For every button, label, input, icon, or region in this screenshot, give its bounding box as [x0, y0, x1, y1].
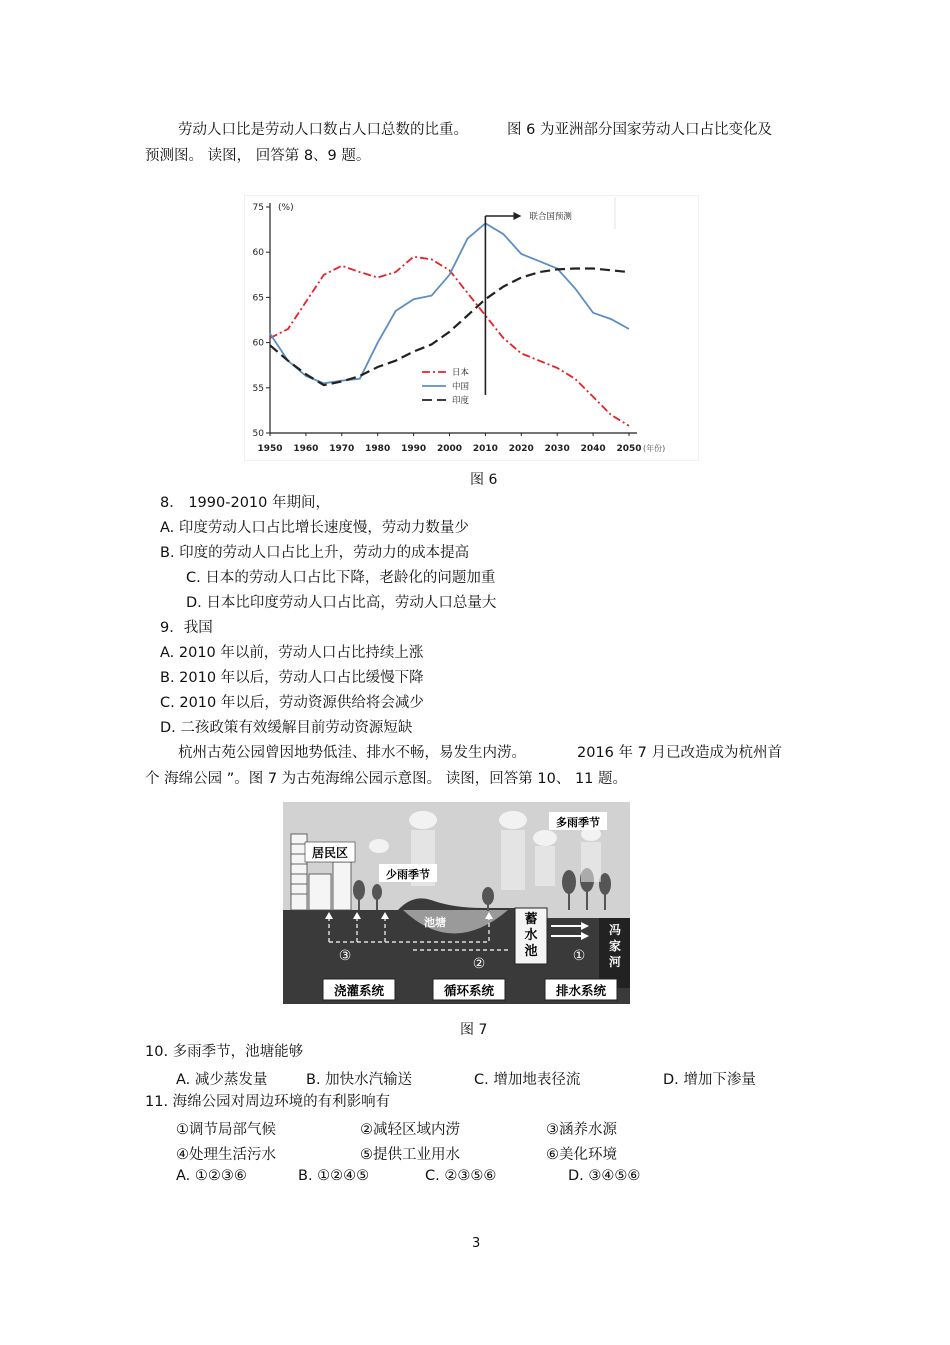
intro1-line1b: 图 6 为亚洲部分国家劳动人口占比变化及	[507, 122, 772, 138]
figure-6-line-chart	[244, 195, 699, 461]
q11-stem: 11. 海绵公园对周边环境的有利影响有	[145, 1094, 391, 1110]
intro1-line1a: 劳动人口比是劳动人口数占人口总数的比重。	[178, 122, 468, 138]
x-tick-label: 2040	[580, 444, 606, 454]
drainage-system-label: 排水系统	[555, 983, 607, 998]
x-tick-label: 1980	[365, 444, 391, 454]
x-tick-label: 1950	[257, 444, 283, 454]
q10-option-b[interactable]: B. 加快水汽输送	[306, 1072, 413, 1088]
x-tick-label: 2000	[436, 444, 463, 454]
q8-option-b[interactable]: B. 印度的劳动人口占比上升，劳动力的成本提高	[160, 545, 470, 561]
circulation-system-label: 循环系统	[443, 983, 495, 998]
y-axis-label: (%)	[278, 203, 294, 213]
intro2-line1a: 杭州古苑公园曾因地势低洼、排水不畅，易发生内涝。	[178, 745, 526, 761]
q11-option-a[interactable]: A. ①②③⑥	[176, 1168, 247, 1184]
q10-option-a[interactable]: A. 减少蒸发量	[176, 1072, 268, 1088]
q11-item-2: ②减轻区域内涝	[360, 1122, 460, 1138]
irrigation-system-label: 浇灌系统	[333, 983, 385, 998]
x-tick-label: 1990	[401, 444, 427, 454]
intro2-line2: 个 海绵公园 ”。图 7 为古苑海绵公园示意图。 读图，回答第 10、 11 题。	[145, 771, 628, 787]
q9-option-d[interactable]: D. 二孩政策有效缓解目前劳动资源短缺	[160, 720, 413, 736]
more-rain-label: 多雨季节	[556, 816, 600, 829]
q11-option-c[interactable]: C. ②③⑤⑥	[425, 1168, 497, 1184]
residential-label: 居民区	[311, 846, 349, 860]
river-label-1: 冯	[608, 923, 622, 937]
figure-6-caption: 图 6	[470, 472, 498, 488]
reservoir-label-2: 水	[524, 928, 538, 943]
q9-stem: 9．我国	[160, 620, 213, 636]
y-tick-label: 50	[252, 429, 264, 439]
q9-option-b[interactable]: B. 2010 年以后，劳动人口占比缓慢下降	[160, 670, 424, 686]
q11-option-d[interactable]: D. ③④⑤⑥	[568, 1168, 641, 1184]
legend-label-2: 印度	[452, 396, 470, 406]
river-label-3: 河	[608, 955, 622, 969]
intro2-line1b: 2016 年 7 月已改造成为杭州首	[577, 745, 782, 761]
q8-stem: 8． 1990-2010 年期间，	[160, 495, 330, 511]
x-tick-label: 2020	[508, 444, 534, 454]
q11-item-5: ⑤提供工业用水	[360, 1147, 460, 1163]
intro1-line2: 预测图。 读图， 回答第 8、9 题。	[145, 148, 371, 164]
page-number: 3	[472, 1236, 481, 1251]
reservoir-label-1: 蓄	[524, 912, 538, 927]
q11-item-3: ③涵养水源	[546, 1122, 617, 1138]
q11-item-6: ⑥美化环境	[546, 1147, 617, 1163]
figure-7-sponge-park-diagram	[283, 802, 630, 1004]
x-tick-label: 1970	[329, 444, 355, 454]
projection-annotation-label: 联合国预测	[529, 212, 572, 222]
legend-label-1: 中国	[452, 382, 470, 392]
y-tick-label: 65	[252, 293, 264, 304]
x-axis-label: (年份)	[643, 444, 666, 453]
y-tick-label: 60	[252, 248, 264, 259]
q11-option-b[interactable]: B. ①②④⑤	[298, 1168, 370, 1184]
label-2: ②	[472, 956, 486, 972]
pond-label: 池塘	[424, 916, 446, 929]
y-tick-label: 55	[252, 383, 264, 394]
reservoir-label-3: 池	[524, 944, 538, 959]
q9-option-c[interactable]: C. 2010 年以后，劳动资源供给将会减少	[160, 695, 424, 711]
q10-option-d[interactable]: D. 增加下渗量	[663, 1072, 756, 1088]
q10-option-c[interactable]: C. 增加地表径流	[474, 1072, 581, 1088]
figure-7-caption: 图 7	[460, 1022, 488, 1038]
x-tick-label: 2010	[472, 444, 498, 454]
x-tick-label: 1960	[293, 444, 319, 454]
q10-stem: 10. 多雨季节，池塘能够	[145, 1044, 304, 1060]
y-tick-label: 75	[252, 203, 264, 213]
x-tick-label: 2050	[616, 444, 642, 454]
q11-item-1: ①调节局部气候	[176, 1122, 276, 1138]
y-tick-label: 60	[252, 338, 264, 349]
q8-option-d[interactable]: D. 日本比印度劳动人口占比高，劳动人口总量大	[186, 595, 497, 611]
river-label-2: 家	[608, 939, 622, 953]
label-3: ③	[338, 948, 352, 964]
less-rain-label: 少雨季节	[386, 868, 430, 881]
q9-option-a[interactable]: A. 2010 年以前，劳动人口占比持续上涨	[160, 645, 424, 661]
q11-item-4: ④处理生活污水	[176, 1147, 276, 1163]
q8-option-a[interactable]: A. 印度劳动人口占比增长速度慢，劳动力数量少	[160, 520, 469, 536]
legend-label-0: 日本	[452, 368, 470, 378]
label-1: ①	[572, 948, 586, 964]
x-tick-label: 2030	[544, 444, 570, 454]
q8-option-c[interactable]: C. 日本的劳动人口占比下降，老龄化的问题加重	[186, 570, 496, 586]
